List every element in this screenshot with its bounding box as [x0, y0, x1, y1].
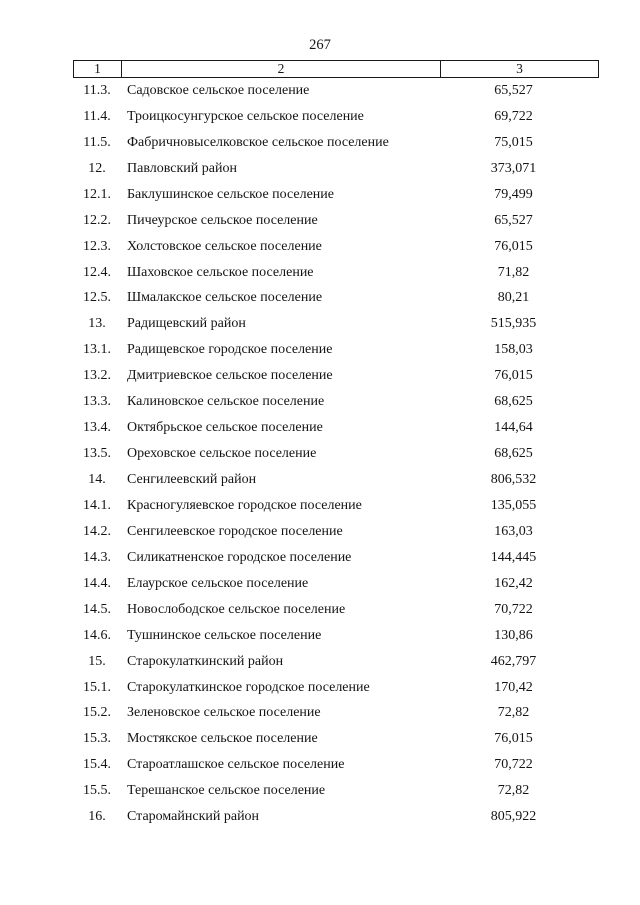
row-number: 12. [88, 160, 106, 176]
table-row [73, 804, 599, 830]
row-value: 373,071 [490, 160, 537, 176]
row-value: 80,21 [497, 290, 530, 306]
row-name: Старокулаткинское городское поселение [127, 679, 370, 695]
table-row [73, 726, 599, 752]
row-name: Троицкосунгурское сельское поселение [127, 108, 364, 124]
row-value: 69,722 [494, 108, 533, 124]
table-row [73, 701, 599, 727]
table-row [73, 415, 599, 441]
row-name: Ореховское сельское поселение [127, 446, 317, 462]
table-row [73, 623, 599, 649]
row-number: 12.1. [83, 186, 111, 202]
row-value: 70,722 [494, 601, 533, 617]
row-name: Октябрьское сельское поселение [127, 420, 323, 436]
row-number: 15.3. [83, 731, 111, 747]
table-row [73, 260, 599, 286]
row-value: 130,86 [494, 627, 533, 643]
row-name: Елаурское сельское поселение [127, 575, 309, 591]
row-name: Шаховское сельское поселение [127, 264, 314, 280]
row-value: 806,532 [490, 472, 537, 488]
row-number: 13.1. [83, 342, 111, 358]
row-value: 462,797 [490, 653, 537, 669]
row-number: 12.4. [83, 264, 111, 280]
row-value: 162,42 [494, 575, 533, 591]
row-name: Дмитриевское сельское поселение [127, 368, 333, 384]
row-value: 68,625 [494, 446, 533, 462]
row-value: 65,527 [494, 82, 533, 98]
table-row [73, 337, 599, 363]
row-value: 144,64 [494, 420, 533, 436]
row-name: Садовское сельское поселение [127, 82, 310, 98]
table-row [73, 156, 599, 182]
row-number: 14.1. [83, 497, 111, 513]
row-value: 158,03 [494, 342, 533, 358]
row-number: 15.2. [83, 705, 111, 721]
row-number: 13.3. [83, 394, 111, 410]
row-value: 135,055 [490, 497, 537, 513]
row-name: Мостякское сельское поселение [127, 731, 318, 747]
row-number: 13. [88, 316, 106, 332]
row-value: 75,015 [494, 134, 533, 150]
table-row [73, 597, 599, 623]
row-value: 65,527 [494, 212, 533, 228]
row-value: 68,625 [494, 394, 533, 410]
table-row [73, 545, 599, 571]
table-row [73, 778, 599, 804]
row-name: Холстовское сельское поселение [127, 238, 322, 254]
row-name: Староатлашское сельское поселение [127, 757, 345, 773]
row-number: 14.5. [83, 601, 111, 617]
table-row [73, 78, 599, 104]
row-number: 11.5. [83, 134, 111, 150]
table-row [73, 493, 599, 519]
row-number: 12.5. [83, 290, 111, 306]
table-row [73, 130, 599, 156]
table-row [73, 311, 599, 337]
table-row [73, 208, 599, 234]
row-value: 76,015 [494, 368, 533, 384]
row-number: 13.5. [83, 446, 111, 462]
row-number: 15.5. [83, 783, 111, 799]
table-row [73, 519, 599, 545]
row-number: 11.3. [83, 82, 111, 98]
row-number: 13.2. [83, 368, 111, 384]
row-name: Радищевский район [127, 316, 246, 332]
row-number: 11.4. [83, 108, 111, 124]
row-name: Старокулаткинский район [127, 653, 284, 669]
row-name: Фабричновыселковское сельское поселение [127, 134, 389, 150]
row-number: 14.4. [83, 575, 111, 591]
header-col-2: 2 [122, 61, 441, 77]
row-number: 14. [88, 472, 106, 488]
row-value: 805,922 [490, 809, 537, 825]
row-value: 144,445 [490, 549, 537, 565]
row-name: Радищевское городское поселение [127, 342, 333, 358]
table-row [73, 675, 599, 701]
row-value: 170,42 [494, 679, 533, 695]
table-row [73, 104, 599, 130]
row-value: 79,499 [494, 186, 533, 202]
row-value: 163,03 [494, 523, 533, 539]
table-row [73, 182, 599, 208]
table-body [73, 78, 599, 830]
row-name: Калиновское сельское поселение [127, 394, 325, 410]
row-name: Терешанское сельское поселение [127, 783, 326, 799]
header-col-3: 3 [516, 61, 523, 76]
table-row [73, 441, 599, 467]
row-name: Павловский район [127, 160, 237, 176]
row-name: Шмалакское сельское поселение [127, 290, 323, 306]
row-name: Силикатненское городское поселение [127, 549, 352, 565]
table-row [73, 286, 599, 312]
table-row [73, 571, 599, 597]
header-col-1: 1 [74, 61, 122, 77]
row-number: 12.2. [83, 212, 111, 228]
table-row [73, 234, 599, 260]
row-name: Пичеурское сельское поселение [127, 212, 318, 228]
row-name: Сенгилеевский район [127, 472, 257, 488]
row-name: Тушнинское сельское поселение [127, 627, 322, 643]
row-value: 72,82 [497, 705, 530, 721]
row-value: 76,015 [494, 731, 533, 747]
row-name: Сенгилеевское городское поселение [127, 523, 343, 539]
table-header [73, 60, 599, 78]
row-number: 14.2. [83, 523, 111, 539]
row-name: Зеленовское сельское поселение [127, 705, 321, 721]
row-name: Старомайнский район [127, 809, 260, 825]
row-number: 14.6. [83, 627, 111, 643]
page-number: 267 [309, 37, 331, 53]
row-name: Новослободское сельское поселение [127, 601, 346, 617]
row-number: 15.4. [83, 757, 111, 773]
row-value: 70,722 [494, 757, 533, 773]
row-value: 515,935 [490, 316, 537, 332]
row-number: 14.3. [83, 549, 111, 565]
row-name: Баклушинское сельское поселение [127, 186, 334, 202]
row-value: 72,82 [497, 783, 530, 799]
row-number: 12.3. [83, 238, 111, 254]
table-row [73, 467, 599, 493]
row-name: Красногуляевское городское поселение [127, 497, 362, 513]
table-row [73, 363, 599, 389]
table-row [73, 389, 599, 415]
table-row [73, 752, 599, 778]
row-number: 15.1. [83, 679, 111, 695]
row-value: 71,82 [497, 264, 530, 280]
row-number: 15. [88, 653, 106, 669]
row-value: 76,015 [494, 238, 533, 254]
row-number: 16. [88, 809, 106, 825]
row-number: 13.4. [83, 420, 111, 436]
table-row [73, 649, 599, 675]
